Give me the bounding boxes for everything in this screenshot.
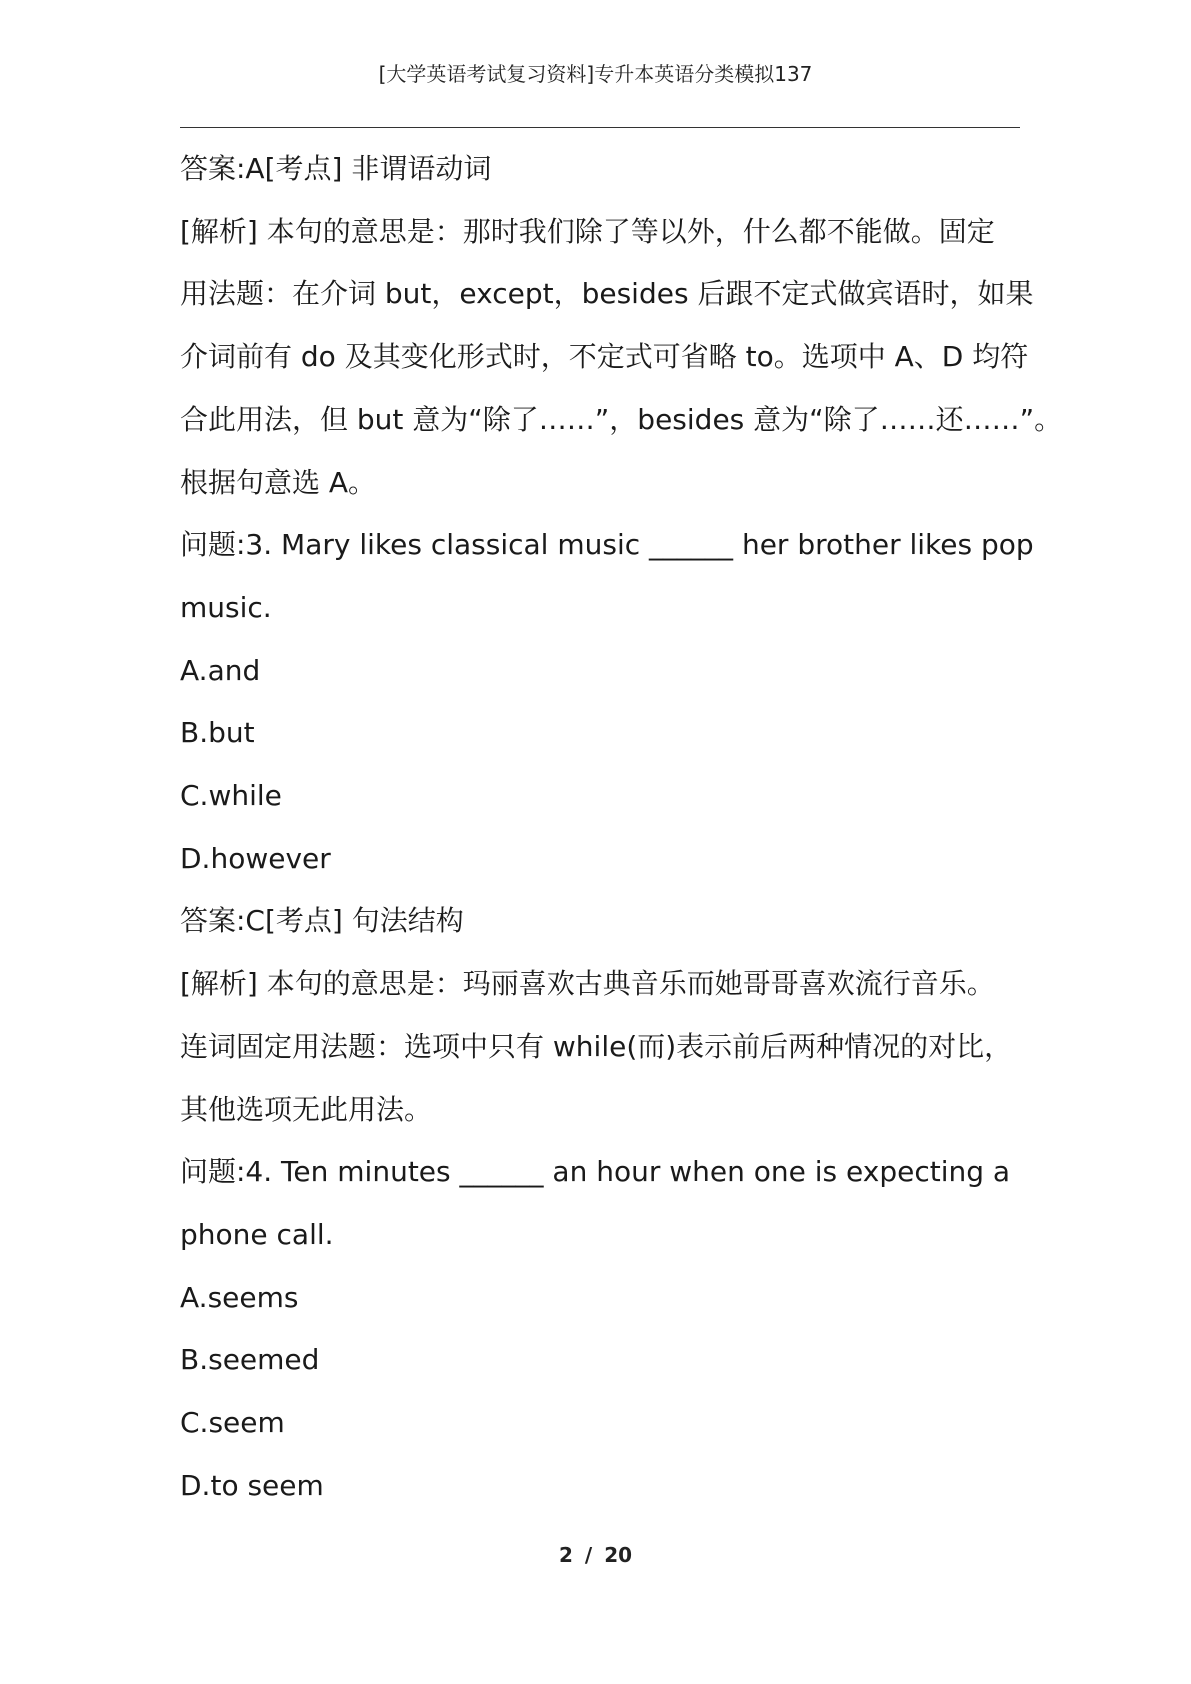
- current-page: 2: [558, 1543, 573, 1567]
- explanation-line: 介词前有 do 及其变化形式时，不定式可省略 to。选项中 A、D 均符: [180, 340, 1029, 374]
- explanation-line: 用法题：在介词 but，except，besides 后跟不定式做宾语时，如果: [180, 277, 1034, 311]
- explanation-line: [解析] 本句的意思是：那时我们除了等以外，什么都不能做。固定: [180, 214, 995, 248]
- question-4-stem-cont: phone call.: [180, 1217, 334, 1251]
- question-3-option-c: C.while: [180, 779, 282, 813]
- total-pages: 20: [604, 1543, 633, 1567]
- explanation-line: 根据句意选 A。: [180, 465, 377, 499]
- question-4-option-d: D.to seem: [180, 1468, 324, 1502]
- question-3-option-d: D.however: [180, 841, 331, 875]
- question-4-option-b: B.seemed: [180, 1343, 320, 1377]
- explanation-line: 其他选项无此用法。: [180, 1092, 433, 1126]
- answer-line-q2: 答案:A[考点] 非谓语动词: [180, 152, 492, 185]
- question-3-stem-cont: music.: [180, 590, 272, 624]
- question-4-option-c: C.seem: [180, 1406, 285, 1440]
- answer-line-q3: 答案:C[考点] 句法结构: [180, 904, 464, 938]
- header-divider: [180, 127, 1020, 128]
- question-4-option-a: A.seems: [180, 1280, 299, 1314]
- page-header-title: [大学英语考试复习资料]专升本英语分类模拟137: [378, 62, 813, 86]
- explanation-line: [解析] 本句的意思是：玛丽喜欢古典音乐而她哥哥喜欢流行音乐。: [180, 967, 995, 1001]
- page-number: [0, 1543, 1191, 1567]
- page-separator: /: [584, 1543, 593, 1567]
- question-3-option-a: A.and: [180, 653, 261, 687]
- explanation-line: 连词固定用法题：选项中只有 while(而)表示前后两种情况的对比，: [180, 1029, 1013, 1063]
- question-4-stem: 问题:4. Ten minutes ______ an hour when one is expecting a: [180, 1155, 1011, 1189]
- document-body: [180, 138, 1063, 1517]
- explanation-line: 合此用法，但 but 意为“除了……”，besides 意为“除了……还……”。: [180, 402, 1063, 436]
- question-3-stem: 问题:3. Mary likes classical music ______ her brother likes pop: [180, 528, 1034, 562]
- question-3-option-b: B.but: [180, 716, 255, 750]
